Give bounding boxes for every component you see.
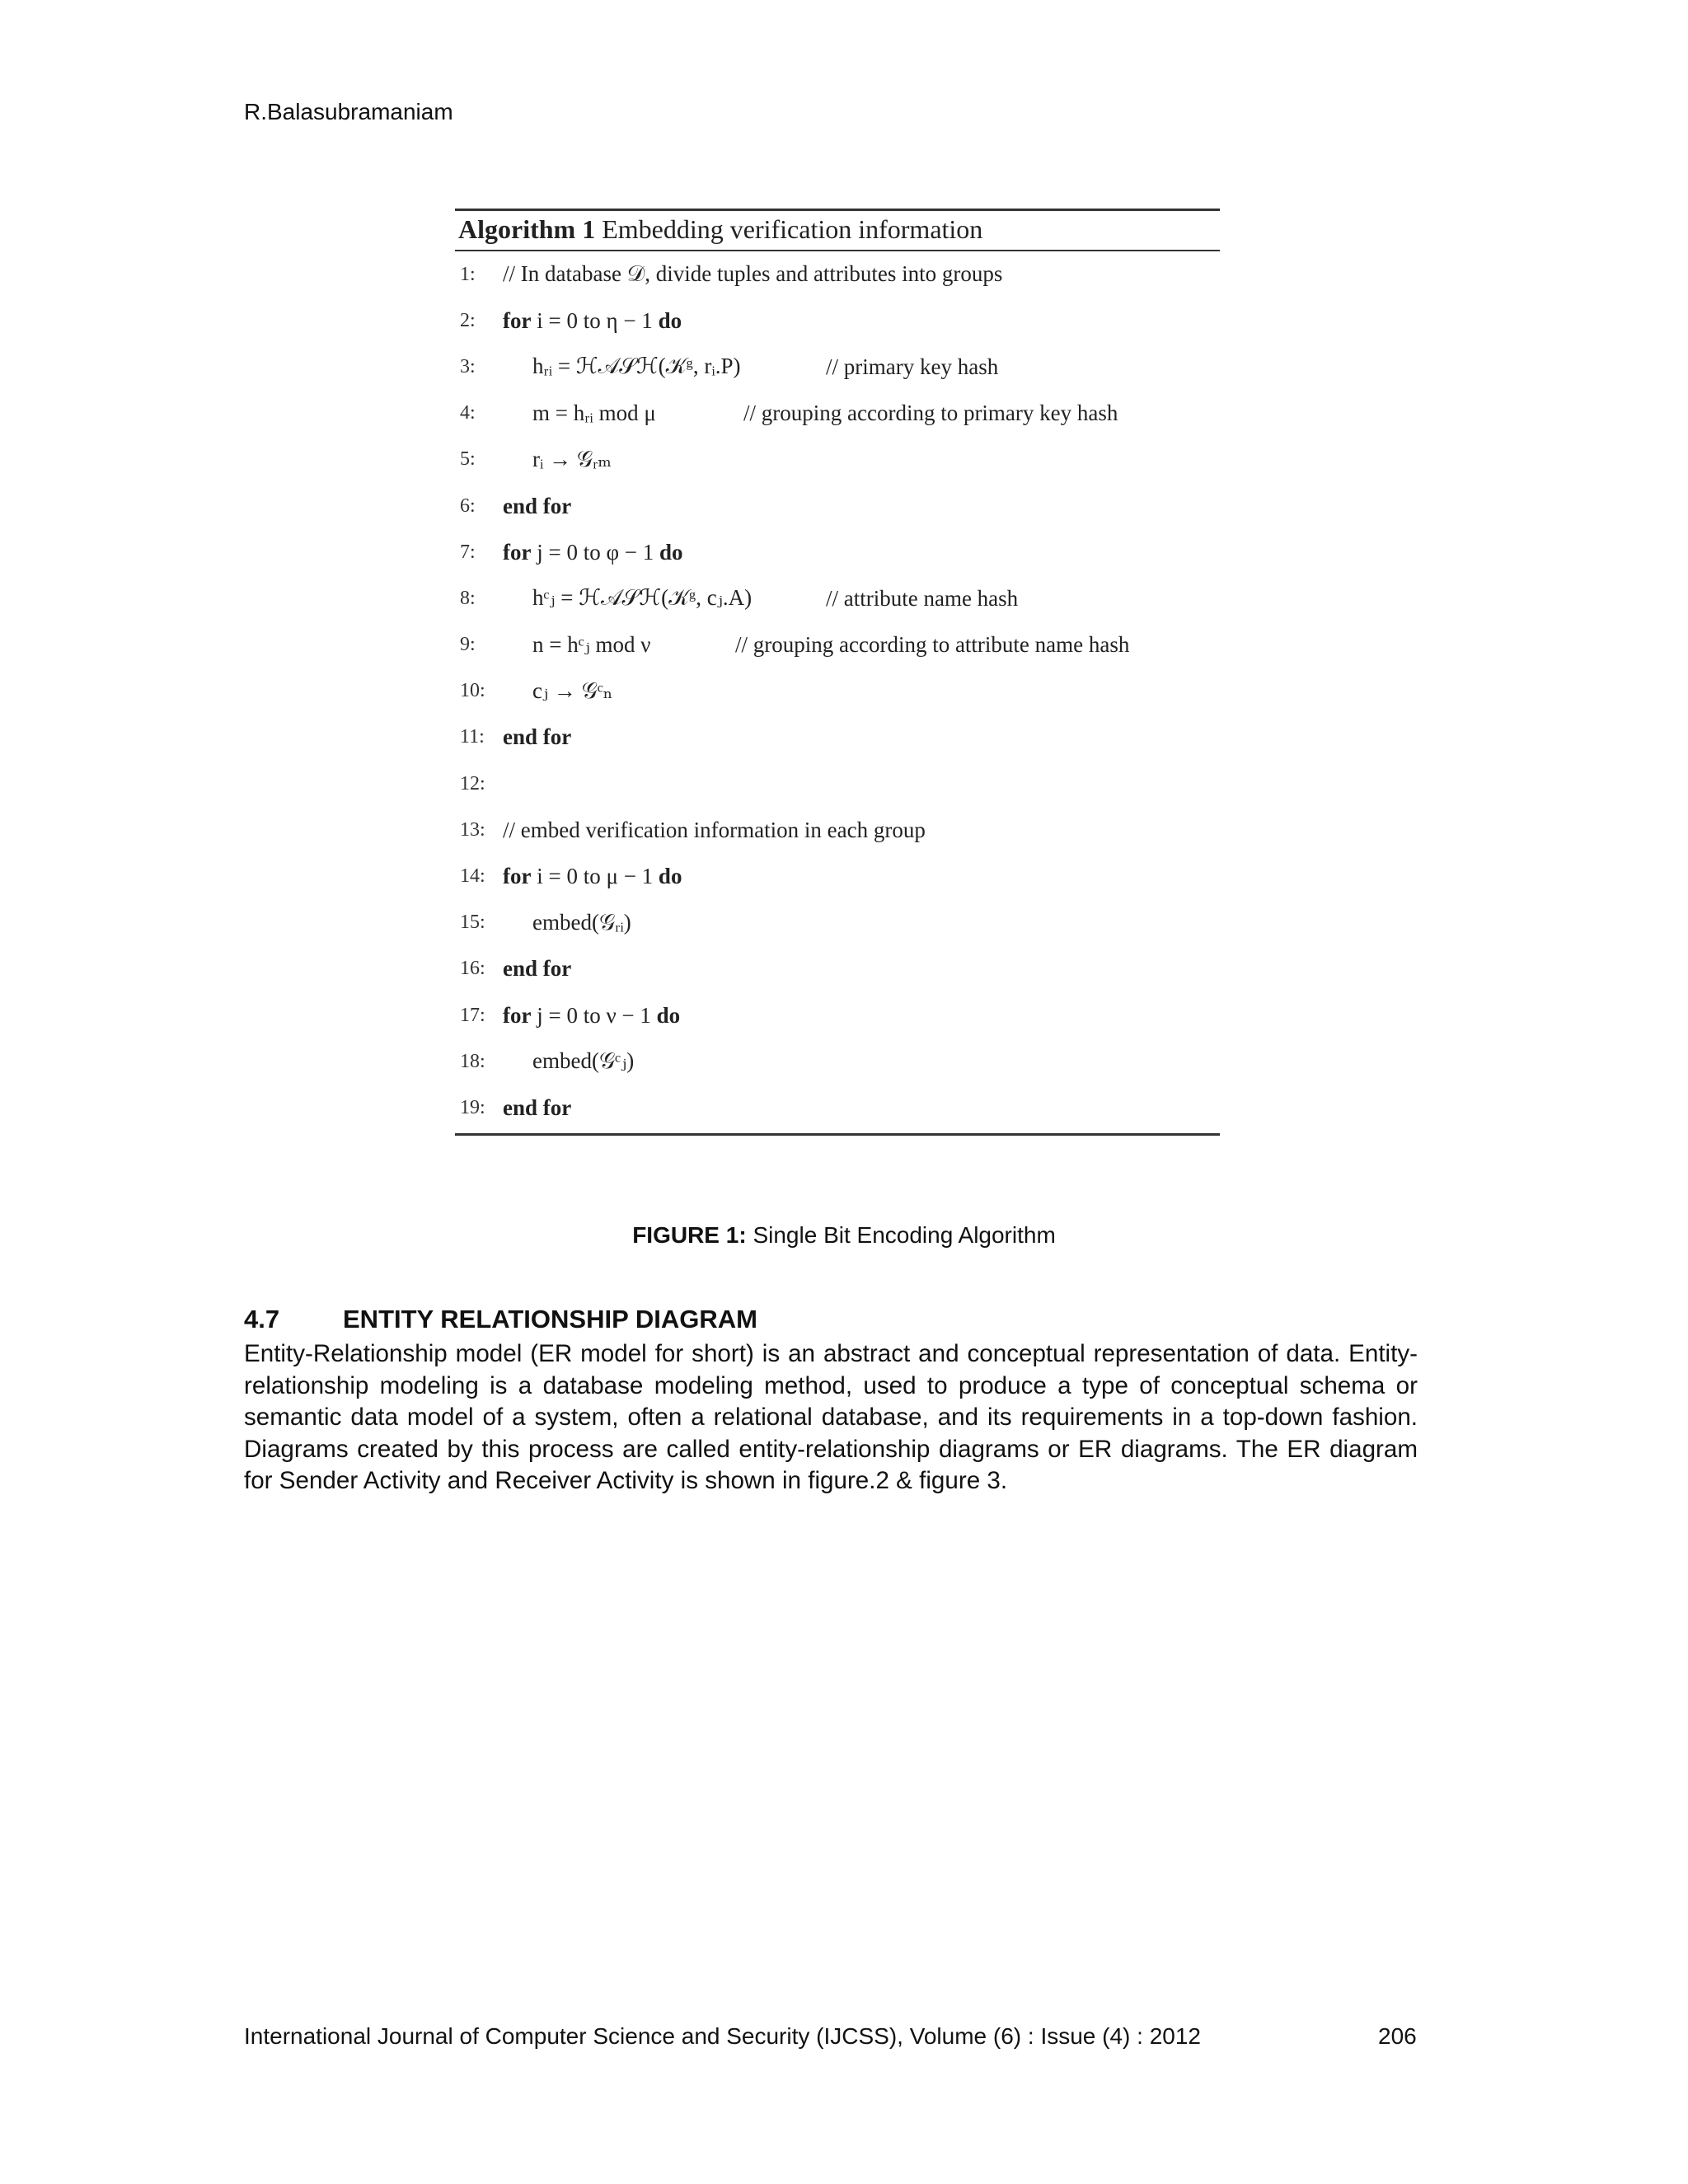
- code-text: embed(𝒢ᶜⱼ): [532, 1048, 635, 1074]
- algorithm-line: [455, 761, 1220, 807]
- code-text: i = 0 to η − 1: [531, 307, 659, 333]
- keyword: end for: [503, 956, 572, 982]
- code-text: // In database 𝒟, divide tuples and attributes into groups: [503, 261, 1003, 287]
- line-code: [503, 1003, 680, 1029]
- algorithm-line: [455, 807, 1220, 853]
- algorithm-line: [455, 391, 1220, 437]
- line-number: 14:: [460, 865, 485, 888]
- line-code: [503, 678, 612, 705]
- line-number: 17:: [460, 1004, 485, 1026]
- code-text: embed(𝒢ᵣᵢ): [532, 909, 631, 935]
- line-code: [503, 818, 926, 843]
- code-text: hᶜⱼ = ℋ𝒜𝒮ℋ(𝒦ᵍ, cⱼ.A): [532, 585, 753, 611]
- keyword: end for: [503, 493, 572, 518]
- line-code: [503, 354, 741, 380]
- line-comment: // grouping according to attribute name hash: [735, 632, 1130, 658]
- code-text: // embed verification information in each group: [503, 817, 926, 842]
- keyword: do: [659, 539, 683, 565]
- algorithm-line: [455, 900, 1220, 946]
- line-code: [503, 632, 650, 658]
- code-text: hᵣᵢ = ℋ𝒜𝒮ℋ(𝒦ᵍ, rᵢ.P): [532, 354, 741, 379]
- line-number: 18:: [460, 1050, 485, 1072]
- line-number: 6:: [460, 494, 476, 517]
- algorithm-title-text: Embedding verification information: [595, 214, 983, 244]
- line-number: 7:: [460, 541, 476, 563]
- algorithm-line: [455, 1038, 1220, 1085]
- algorithm-line: [455, 344, 1220, 390]
- line-comment: // primary key hash: [826, 354, 999, 379]
- section-title: ENTITY RELATIONSHIP DIAGRAM: [343, 1305, 757, 1333]
- algorithm-line: [455, 668, 1220, 715]
- keyword: end for: [503, 1094, 572, 1120]
- line-code: [503, 261, 1002, 288]
- algorithm-line: [455, 437, 1220, 483]
- line-number: 5:: [460, 448, 476, 471]
- section-number: 4.7: [244, 1305, 280, 1333]
- algorithm-line: [455, 298, 1220, 344]
- line-code: [503, 447, 612, 473]
- line-number: 4:: [460, 402, 476, 424]
- code-text: j = 0 to φ − 1: [531, 539, 660, 565]
- keyword: for: [503, 864, 532, 889]
- code-text: m = hᵣᵢ mod μ: [532, 401, 656, 426]
- algorithm-line: [455, 853, 1220, 899]
- line-number: 3:: [460, 355, 476, 377]
- algorithm-line: [455, 622, 1220, 668]
- line-number: 2:: [460, 309, 476, 331]
- algorithm-line: [455, 992, 1220, 1038]
- keyword: do: [658, 864, 682, 889]
- code-text: j = 0 to ν − 1: [531, 1002, 657, 1028]
- code-text: rᵢ → 𝒢ᵣₘ: [532, 446, 612, 471]
- algorithm-bottom-rule: [455, 1133, 1220, 1136]
- line-number: 10:: [460, 680, 485, 702]
- section-paragraph: Entity-Relationship model (ER model for short) is an abstract and conceptual representation of data. Entity-relationship modeling is a database modeling method, used to produce a type of conceptual schema or semantic data model of a system, often a relational database, and its requirements in a top-down fashion. Diagrams created by this process are called entity-relationship diagrams or ER diagrams. The ER diagram for Sender Activity and Receiver Activity is shown in figure.2 & figure 3.: [244, 1340, 1418, 1494]
- figure-caption-text: Single Bit Encoding Algorithm: [746, 1222, 1056, 1248]
- keyword: for: [503, 1002, 532, 1028]
- keyword: end for: [503, 724, 572, 750]
- algorithm-title-label: Algorithm 1: [458, 214, 596, 244]
- line-code: [503, 401, 656, 426]
- line-number: 19:: [460, 1096, 485, 1118]
- line-code: [503, 1095, 571, 1121]
- line-code: [503, 724, 571, 750]
- line-number: 15:: [460, 912, 485, 934]
- figure-caption: [0, 1222, 1688, 1249]
- line-comment: // grouping according to primary key hash: [743, 401, 1118, 426]
- line-number: 11:: [460, 726, 485, 748]
- algorithm-line: [455, 529, 1220, 575]
- code-text: cⱼ → 𝒢ᶜₙ: [532, 677, 613, 703]
- running-header-author: R.Balasubramaniam: [244, 99, 453, 124]
- line-code: [503, 494, 571, 519]
- keyword: for: [503, 539, 532, 565]
- keyword: do: [658, 307, 682, 333]
- algorithm-line: [455, 715, 1220, 761]
- algorithm-figure: [455, 209, 1220, 1136]
- line-number: 8:: [460, 587, 476, 609]
- line-code: [503, 864, 682, 889]
- algorithm-line: [455, 575, 1220, 621]
- line-number: 12:: [460, 772, 485, 794]
- algorithm-line: [455, 251, 1220, 298]
- keyword: do: [656, 1002, 681, 1028]
- algorithm-line: [455, 1085, 1220, 1131]
- code-text: n = hᶜⱼ mod ν: [532, 632, 651, 658]
- line-code: [503, 1048, 634, 1075]
- figure-caption-label: FIGURE 1:: [632, 1222, 747, 1248]
- section-heading: [244, 1305, 757, 1334]
- algorithm-line: [455, 483, 1220, 529]
- line-number: 9:: [460, 634, 476, 656]
- line-code: [503, 585, 752, 612]
- footer-page-number: 206: [1378, 2023, 1417, 2049]
- footer-journal-citation: International Journal of Computer Science and Security (IJCSS), Volume (6) : Issue (4) : 2012: [244, 2023, 1202, 2049]
- keyword: for: [503, 307, 532, 333]
- algorithm-line: [455, 946, 1220, 992]
- line-number: 13:: [460, 818, 485, 841]
- code-text: i = 0 to μ − 1: [531, 864, 659, 889]
- line-code: [503, 540, 683, 565]
- line-code: [503, 956, 571, 982]
- line-code: [503, 308, 682, 334]
- line-number: 1:: [460, 263, 476, 285]
- line-comment: // attribute name hash: [826, 585, 1019, 611]
- algorithm-title: [455, 211, 1220, 250]
- line-number: 16:: [460, 958, 485, 980]
- algorithm-lines: [455, 251, 1220, 1132]
- line-code: [503, 910, 631, 936]
